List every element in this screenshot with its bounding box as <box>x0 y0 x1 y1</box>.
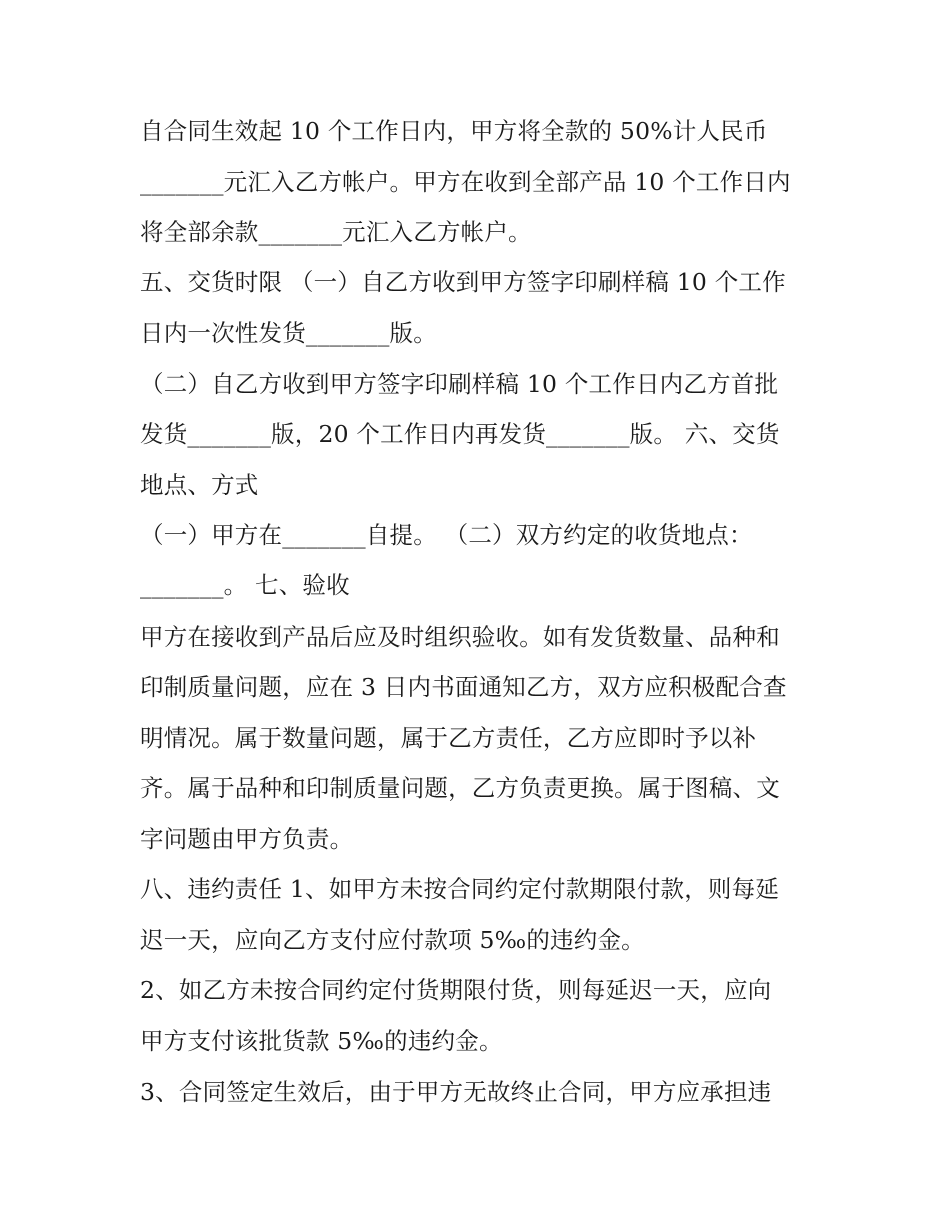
text-line: 2、如乙方未按合同约定付货期限付货，则每延迟一天，应向 <box>140 976 772 1004</box>
text-line: 字问题由甲方负责。 <box>140 825 354 853</box>
text-line: 发货_______版，20 个工作日内再发货_______版。 六、交货 <box>140 420 780 448</box>
text-line: _______元汇入乙方帐户。甲方在收到全部产品 10 个工作日内 <box>140 168 791 196</box>
text-line: （一）甲方在_______自提。 （二）双方约定的收货地点： <box>140 521 753 549</box>
text-line: 五、交货时限 （一）自乙方收到甲方签字印刷样稿 10 个工作 <box>140 268 786 296</box>
text-line: 迟一天，应向乙方支付应付款项 5‰的违约金。 <box>140 926 645 954</box>
text-line: （二）自乙方收到甲方签字印刷样稿 10 个工作日内乙方首批 <box>140 370 779 398</box>
text-line: 将全部余款_______元汇入乙方帐户。 <box>140 218 532 246</box>
text-line: 印制质量问题，应在 3 日内书面通知乙方，双方应积极配合查 <box>140 673 787 701</box>
text-line: 甲方支付该批货款 5‰的违约金。 <box>140 1027 503 1055</box>
text-line: 甲方在接收到产品后应及时组织验收。如有发货数量、品种和 <box>140 623 780 651</box>
text-line: _______。 七、验收 <box>140 571 350 599</box>
text-line: 齐。属于品种和印制质量问题，乙方负责更换。属于图稿、文 <box>140 774 780 802</box>
text-line: 自合同生效起 10 个工作日内，甲方将全款的 50%计人民币 <box>140 117 768 145</box>
text-line: 日内一次性发货_______版。 <box>140 319 437 347</box>
text-line: 明情况。属于数量问题，属于乙方责任，乙方应即时予以补 <box>140 724 757 752</box>
text-line: 3、合同签定生效后，由于甲方无故终止合同，甲方应承担违 <box>140 1078 772 1106</box>
text-line: 地点、方式 <box>140 471 259 499</box>
text-line: 八、违约责任 1、如甲方未按合同约定付款期限付款，则每延 <box>140 875 780 903</box>
